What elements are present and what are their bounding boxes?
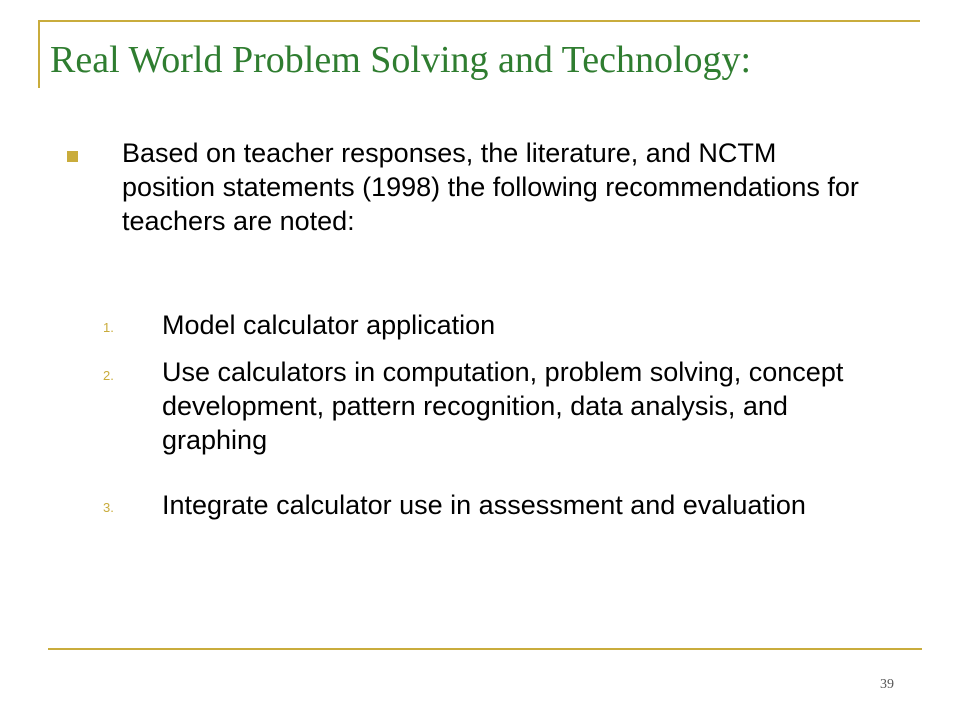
top-rule bbox=[40, 20, 920, 22]
list-item-number: 2. bbox=[103, 368, 114, 383]
bottom-rule bbox=[48, 648, 922, 650]
list-item-text: Use calculators in computation, problem solving, concept development, pattern recognition, data analysis, and graphing bbox=[162, 357, 844, 455]
list-item-number: 3. bbox=[103, 500, 114, 515]
page-number: 39 bbox=[880, 677, 894, 692]
list-item-text: Model calculator application bbox=[162, 310, 496, 340]
left-rule bbox=[38, 20, 40, 88]
slide-title: Real World Problem Solving and Technology: bbox=[50, 39, 752, 81]
square-bullet-icon bbox=[67, 151, 78, 162]
list-item-number: 1. bbox=[103, 320, 114, 335]
list-item-text: Integrate calculator use in assessment and evaluation bbox=[162, 490, 806, 520]
bullet-text: Based on teacher responses, the literature, and NCTM position statements (1998) the following recommendations for teachers are noted: bbox=[122, 138, 859, 236]
